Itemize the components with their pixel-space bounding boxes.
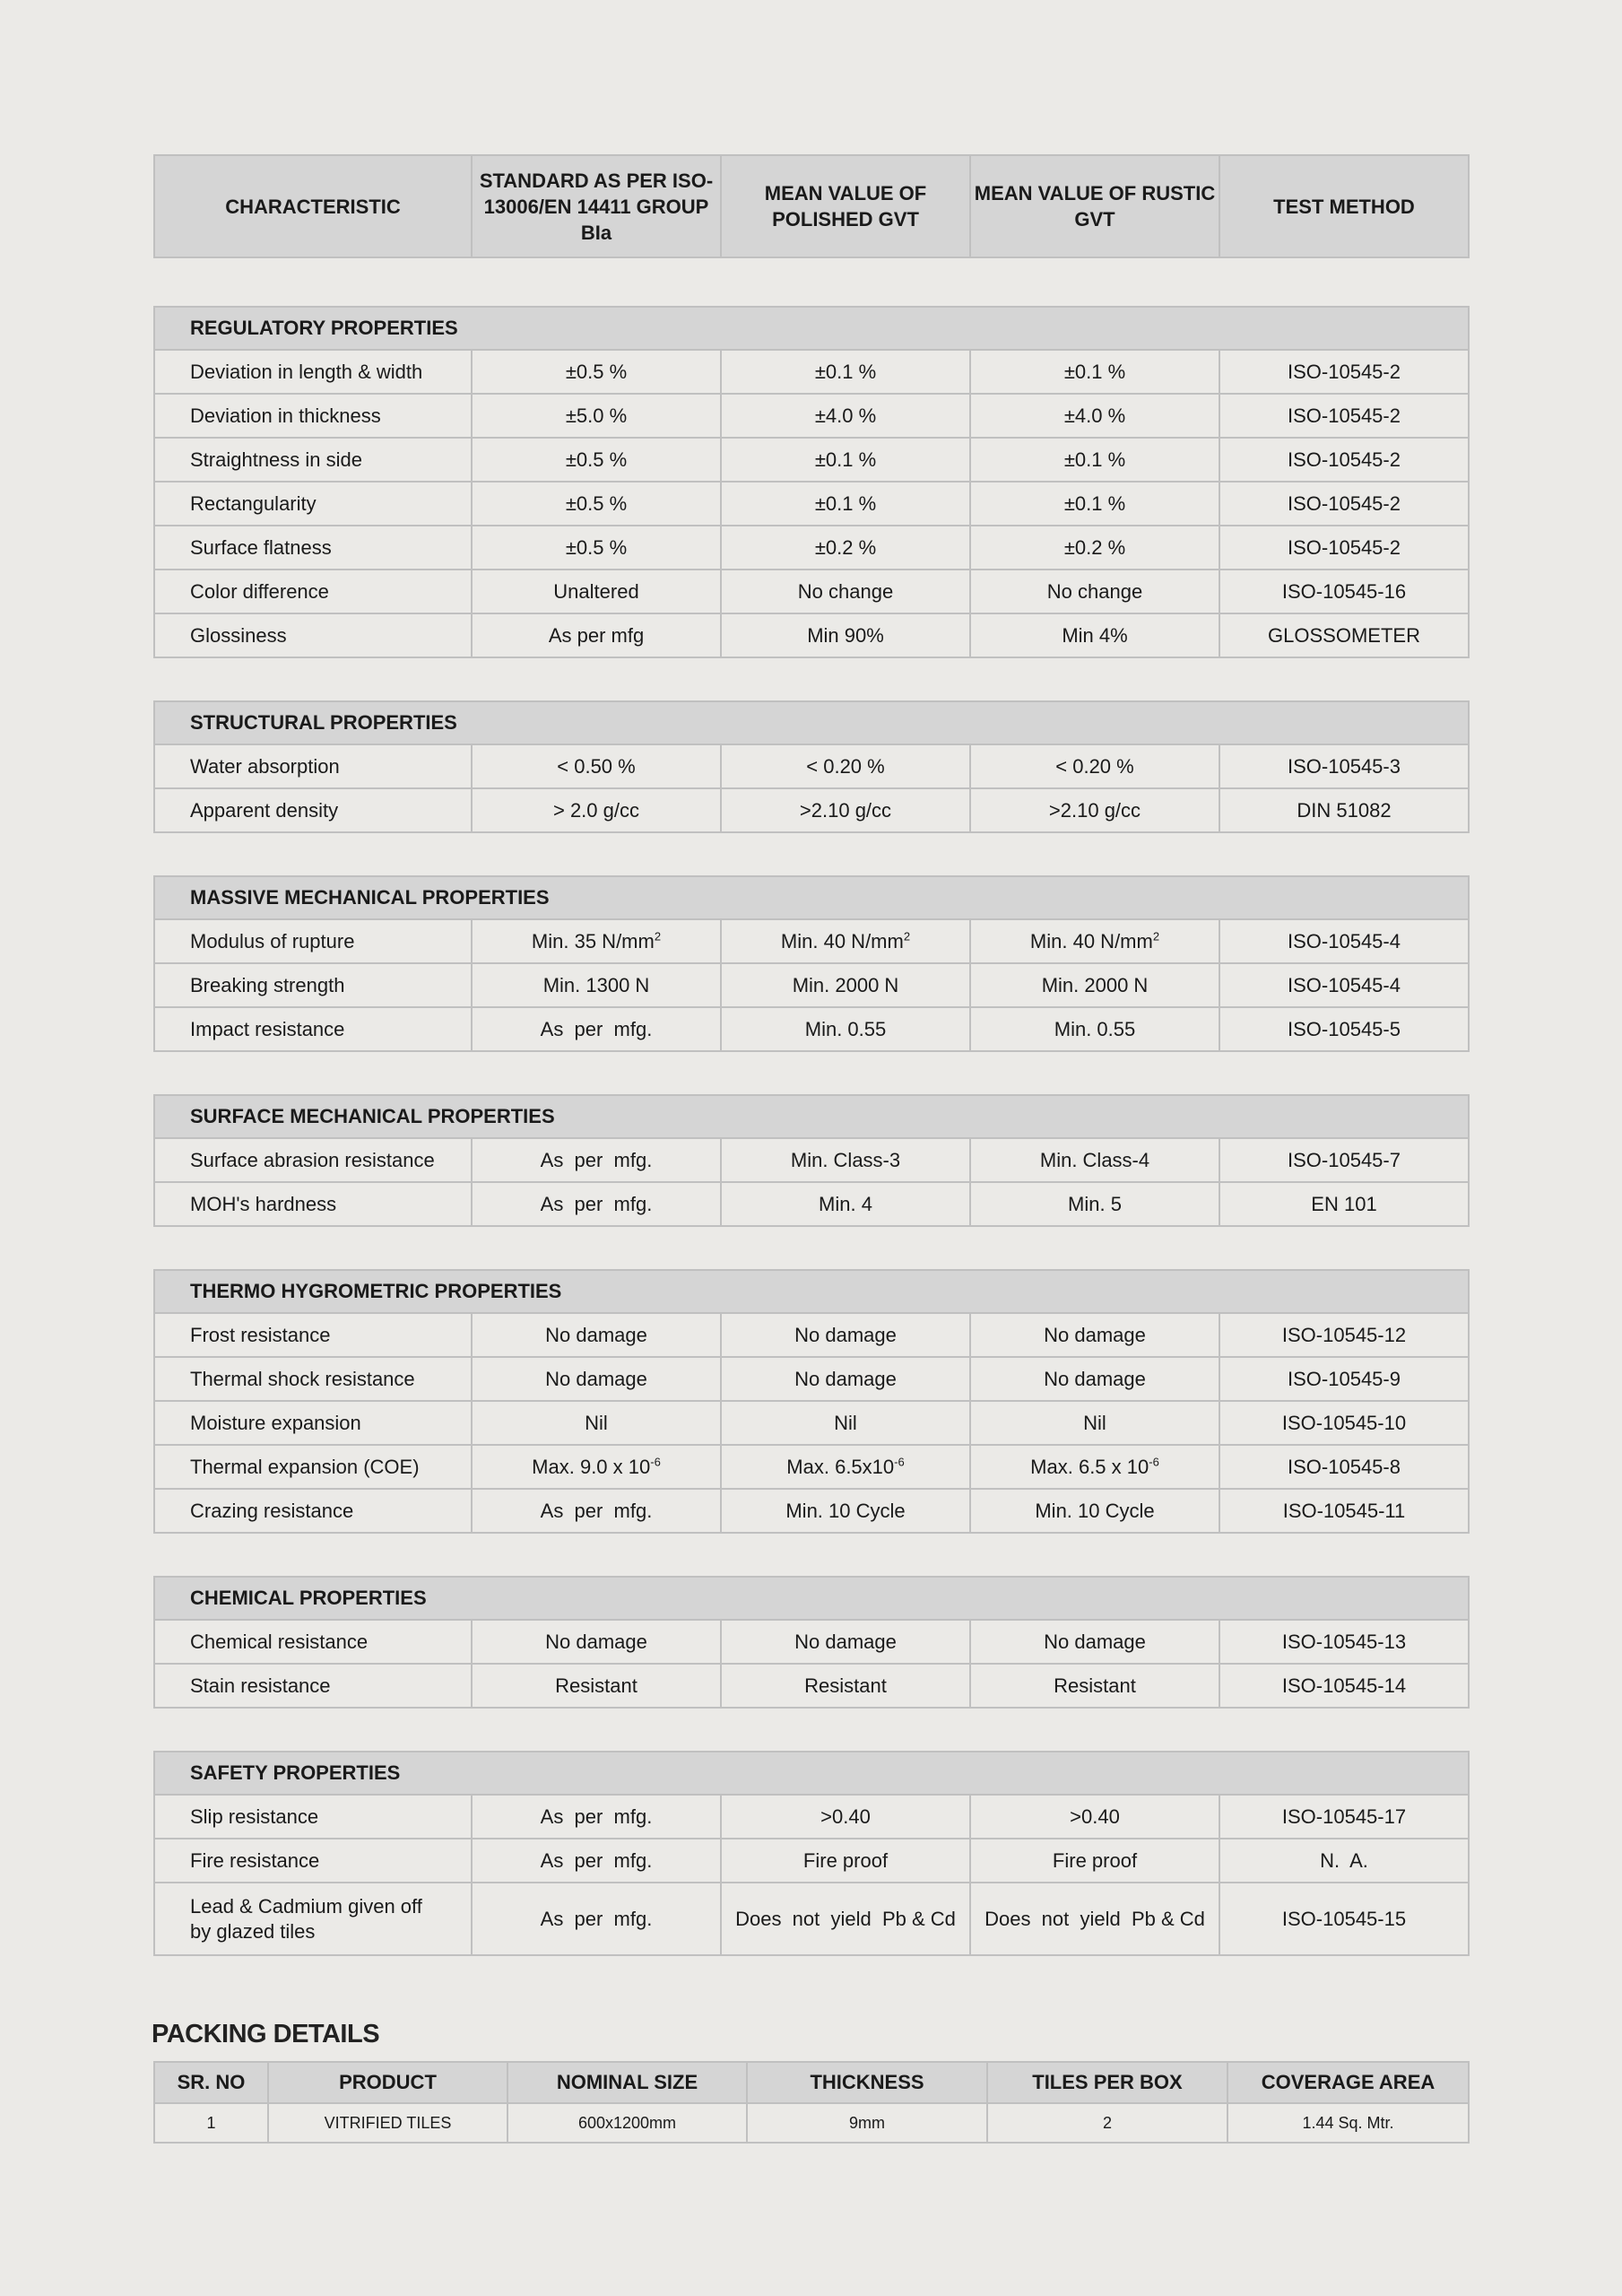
standard-value: [472, 919, 721, 963]
row-label: Thermal shock resistance: [154, 1357, 472, 1401]
table-row: [154, 570, 1469, 613]
header-coverage-area: COVERAGE AREA: [1227, 2062, 1469, 2103]
row-label: Rectangularity: [154, 482, 472, 526]
section-title: THERMO HYGROMETRIC PROPERTIES: [154, 1270, 1469, 1313]
rustic-value: ±0.1 %: [970, 350, 1219, 394]
value-text: Max. 9.0 x 10: [532, 1455, 651, 1478]
test-method-value: ISO-10545-9: [1219, 1357, 1469, 1401]
superscript: 2: [903, 929, 911, 944]
table-row: [154, 1401, 1469, 1445]
row-label: Slip resistance: [154, 1795, 472, 1839]
rustic-value: ±4.0 %: [970, 394, 1219, 438]
header-test-method: TEST METHOD: [1219, 155, 1469, 257]
spec-header-row: [154, 155, 1469, 257]
test-method-value: ISO-10545-13: [1219, 1620, 1469, 1664]
test-method-value: ISO-10545-7: [1219, 1138, 1469, 1182]
standard-value: No damage: [472, 1313, 721, 1357]
rustic-value: >0.40: [970, 1795, 1219, 1839]
rustic-value: No change: [970, 570, 1219, 613]
row-label: Color difference: [154, 570, 472, 613]
rustic-value: < 0.20 %: [970, 744, 1219, 788]
polished-value: No change: [721, 570, 970, 613]
coverage-area-value: 1.44 Sq. Mtr.: [1227, 2103, 1469, 2143]
row-label: Impact resistance: [154, 1007, 472, 1051]
polished-value: Min. 0.55: [721, 1007, 970, 1051]
polished-value: ±0.1 %: [721, 482, 970, 526]
table-row: [154, 1620, 1469, 1664]
table-row: [154, 1182, 1469, 1226]
superscript: 2: [654, 929, 662, 944]
specification-table: [153, 154, 1470, 1956]
rustic-value: Min. 0.55: [970, 1007, 1219, 1051]
spacer: [154, 1708, 1469, 1752]
row-label: Stain resistance: [154, 1664, 472, 1708]
row-label: Breaking strength: [154, 963, 472, 1007]
rustic-value: Min. 10 Cycle: [970, 1489, 1219, 1533]
test-method-value: ISO-10545-3: [1219, 744, 1469, 788]
test-method-value: ISO-10545-14: [1219, 1664, 1469, 1708]
test-method-value: ISO-10545-2: [1219, 526, 1469, 570]
rustic-value: Nil: [970, 1401, 1219, 1445]
polished-value: >2.10 g/cc: [721, 788, 970, 832]
header-tiles-per-box: TILES PER BOX: [987, 2062, 1227, 2103]
standard-value: As per mfg.: [472, 1839, 721, 1883]
rustic-value: [970, 1445, 1219, 1489]
packing-table: [153, 2061, 1470, 2144]
polished-value: Min. 4: [721, 1182, 970, 1226]
test-method-value: GLOSSOMETER: [1219, 613, 1469, 657]
row-label: Thermal expansion (COE): [154, 1445, 472, 1489]
thickness-value: 9mm: [747, 2103, 987, 2143]
superscript: -6: [1149, 1455, 1159, 1469]
table-row: [154, 1795, 1469, 1839]
test-method-value: ISO-10545-10: [1219, 1401, 1469, 1445]
polished-value: Nil: [721, 1401, 970, 1445]
spacer: [154, 1533, 1469, 1577]
header-thickness: THICKNESS: [747, 2062, 987, 2103]
table-row: [154, 1489, 1469, 1533]
section-title: STRUCTURAL PROPERTIES: [154, 701, 1469, 744]
row-label: MOH's hardness: [154, 1182, 472, 1226]
rustic-value: Min 4%: [970, 613, 1219, 657]
standard-value: > 2.0 g/cc: [472, 788, 721, 832]
table-row: [154, 2103, 1469, 2143]
table-row: [154, 613, 1469, 657]
section-title: MASSIVE MECHANICAL PROPERTIES: [154, 876, 1469, 919]
spacer: [154, 657, 1469, 701]
table-row: [154, 1138, 1469, 1182]
row-label: Deviation in thickness: [154, 394, 472, 438]
polished-value: >0.40: [721, 1795, 970, 1839]
table-row: [154, 394, 1469, 438]
standard-value: As per mfg: [472, 613, 721, 657]
test-method-value: ISO-10545-4: [1219, 963, 1469, 1007]
polished-value: Min. Class-3: [721, 1138, 970, 1182]
test-method-value: ISO-10545-4: [1219, 919, 1469, 963]
standard-value: ±0.5 %: [472, 350, 721, 394]
superscript: -6: [650, 1455, 661, 1469]
polished-value: No damage: [721, 1620, 970, 1664]
rustic-value: Min. Class-4: [970, 1138, 1219, 1182]
polished-value: Does not yield Pb & Cd: [721, 1883, 970, 1955]
table-row: [154, 788, 1469, 832]
polished-value: Min 90%: [721, 613, 970, 657]
test-method-value: ISO-10545-11: [1219, 1489, 1469, 1533]
nominal-size-value: 600x1200mm: [507, 2103, 747, 2143]
standard-value: As per mfg.: [472, 1138, 721, 1182]
standard-value: Nil: [472, 1401, 721, 1445]
rustic-value: Does not yield Pb & Cd: [970, 1883, 1219, 1955]
row-label: Crazing resistance: [154, 1489, 472, 1533]
test-method-value: ISO-10545-2: [1219, 482, 1469, 526]
standard-value: Min. 1300 N: [472, 963, 721, 1007]
polished-value: ±0.1 %: [721, 438, 970, 482]
polished-value: No damage: [721, 1357, 970, 1401]
test-method-value: ISO-10545-8: [1219, 1445, 1469, 1489]
rustic-value: No damage: [970, 1313, 1219, 1357]
rustic-value: Min. 2000 N: [970, 963, 1219, 1007]
polished-value: [721, 919, 970, 963]
row-label: Water absorption: [154, 744, 472, 788]
table-row: [154, 1007, 1469, 1051]
rustic-value: No damage: [970, 1620, 1219, 1664]
rustic-value: ±0.2 %: [970, 526, 1219, 570]
section-title: SURFACE MECHANICAL PROPERTIES: [154, 1095, 1469, 1138]
header-standard: STANDARD AS PER ISO-13006/EN 14411 GROUP BIa: [472, 155, 721, 257]
standard-value: ±0.5 %: [472, 526, 721, 570]
row-label: Frost resistance: [154, 1313, 472, 1357]
row-label: Chemical resistance: [154, 1620, 472, 1664]
rustic-value: No damage: [970, 1357, 1219, 1401]
standard-value: No damage: [472, 1620, 721, 1664]
polished-value: Min. 2000 N: [721, 963, 970, 1007]
test-method-value: ISO-10545-16: [1219, 570, 1469, 613]
standard-value: As per mfg.: [472, 1795, 721, 1839]
row-label: Fire resistance: [154, 1839, 472, 1883]
table-row: [154, 1839, 1469, 1883]
polished-value: ±0.1 %: [721, 350, 970, 394]
value-text: Min. 40 N/mm: [780, 929, 904, 952]
row-label: Apparent density: [154, 788, 472, 832]
value-text: Max. 6.5x10: [786, 1455, 895, 1478]
test-method-value: ISO-10545-2: [1219, 350, 1469, 394]
standard-value: [472, 1445, 721, 1489]
rustic-value: >2.10 g/cc: [970, 788, 1219, 832]
table-row: [154, 1445, 1469, 1489]
superscript: -6: [894, 1455, 905, 1469]
row-label: Deviation in length & width: [154, 350, 472, 394]
table-row: [154, 963, 1469, 1007]
spacer: [154, 832, 1469, 876]
row-label: Moisture expansion: [154, 1401, 472, 1445]
packing-header-row: [154, 2062, 1469, 2103]
spacer: [154, 1226, 1469, 1270]
test-method-value: DIN 51082: [1219, 788, 1469, 832]
superscript: 2: [1152, 929, 1160, 944]
spacer: [154, 257, 1469, 307]
standard-value: ±0.5 %: [472, 438, 721, 482]
test-method-value: ISO-10545-5: [1219, 1007, 1469, 1051]
header-polished-gvt: MEAN VALUE OF POLISHED GVT: [721, 155, 970, 257]
sr-no-value: 1: [154, 2103, 268, 2143]
standard-value: < 0.50 %: [472, 744, 721, 788]
row-label: Modulus of rupture: [154, 919, 472, 963]
test-method-value: ISO-10545-17: [1219, 1795, 1469, 1839]
table-row: [154, 482, 1469, 526]
tiles-per-box-value: 2: [987, 2103, 1227, 2143]
polished-value: No damage: [721, 1313, 970, 1357]
test-method-value: ISO-10545-2: [1219, 394, 1469, 438]
table-row: [154, 350, 1469, 394]
table-row: [154, 526, 1469, 570]
standard-value: As per mfg.: [472, 1489, 721, 1533]
standard-value: Resistant: [472, 1664, 721, 1708]
spacer: [154, 1051, 1469, 1095]
polished-value: < 0.20 %: [721, 744, 970, 788]
section-title: CHEMICAL PROPERTIES: [154, 1577, 1469, 1620]
packing-details-title: PACKING DETAILS: [152, 2020, 380, 2048]
test-method-value: ISO-10545-15: [1219, 1883, 1469, 1955]
table-row: [154, 1357, 1469, 1401]
header-sr-no: SR. NO: [154, 2062, 268, 2103]
value-text: Min. 40 N/mm: [1029, 929, 1153, 952]
header-rustic-gvt: MEAN VALUE OF RUSTIC GVT: [970, 155, 1219, 257]
test-method-value: ISO-10545-2: [1219, 438, 1469, 482]
header-product: PRODUCT: [268, 2062, 507, 2103]
table-row: [154, 1664, 1469, 1708]
section-title: REGULATORY PROPERTIES: [154, 307, 1469, 350]
polished-value: Resistant: [721, 1664, 970, 1708]
row-label: Surface abrasion resistance: [154, 1138, 472, 1182]
rustic-value: Fire proof: [970, 1839, 1219, 1883]
standard-value: No damage: [472, 1357, 721, 1401]
section-title: SAFETY PROPERTIES: [154, 1752, 1469, 1795]
rustic-value: [970, 919, 1219, 963]
polished-value: [721, 1445, 970, 1489]
rustic-value: Min. 5: [970, 1182, 1219, 1226]
product-value: VITRIFIED TILES: [268, 2103, 507, 2143]
rustic-value: Resistant: [970, 1664, 1219, 1708]
polished-value: Fire proof: [721, 1839, 970, 1883]
rustic-value: ±0.1 %: [970, 438, 1219, 482]
test-method-value: EN 101: [1219, 1182, 1469, 1226]
test-method-value: ISO-10545-12: [1219, 1313, 1469, 1357]
row-label: Surface flatness: [154, 526, 472, 570]
table-row: [154, 1313, 1469, 1357]
value-text: Max. 6.5 x 10: [1030, 1455, 1149, 1478]
standard-value: ±0.5 %: [472, 482, 721, 526]
row-label: Lead & Cadmium given off by glazed tiles: [154, 1883, 472, 1955]
polished-value: ±4.0 %: [721, 394, 970, 438]
table-row: [154, 1883, 1469, 1955]
header-characteristic: CHARACTERISTIC: [154, 155, 472, 257]
standard-value: As per mfg.: [472, 1007, 721, 1051]
row-label: Straightness in side: [154, 438, 472, 482]
table-row: [154, 919, 1469, 963]
table-row: [154, 438, 1469, 482]
polished-value: ±0.2 %: [721, 526, 970, 570]
standard-value: Unaltered: [472, 570, 721, 613]
standard-value: ±5.0 %: [472, 394, 721, 438]
value-text: Min. 35 N/mm: [531, 929, 655, 952]
header-nominal-size: NOMINAL SIZE: [507, 2062, 747, 2103]
standard-value: As per mfg.: [472, 1883, 721, 1955]
rustic-value: ±0.1 %: [970, 482, 1219, 526]
standard-value: As per mfg.: [472, 1182, 721, 1226]
polished-value: Min. 10 Cycle: [721, 1489, 970, 1533]
table-row: [154, 744, 1469, 788]
row-label: Glossiness: [154, 613, 472, 657]
test-method-value: N. A.: [1219, 1839, 1469, 1883]
